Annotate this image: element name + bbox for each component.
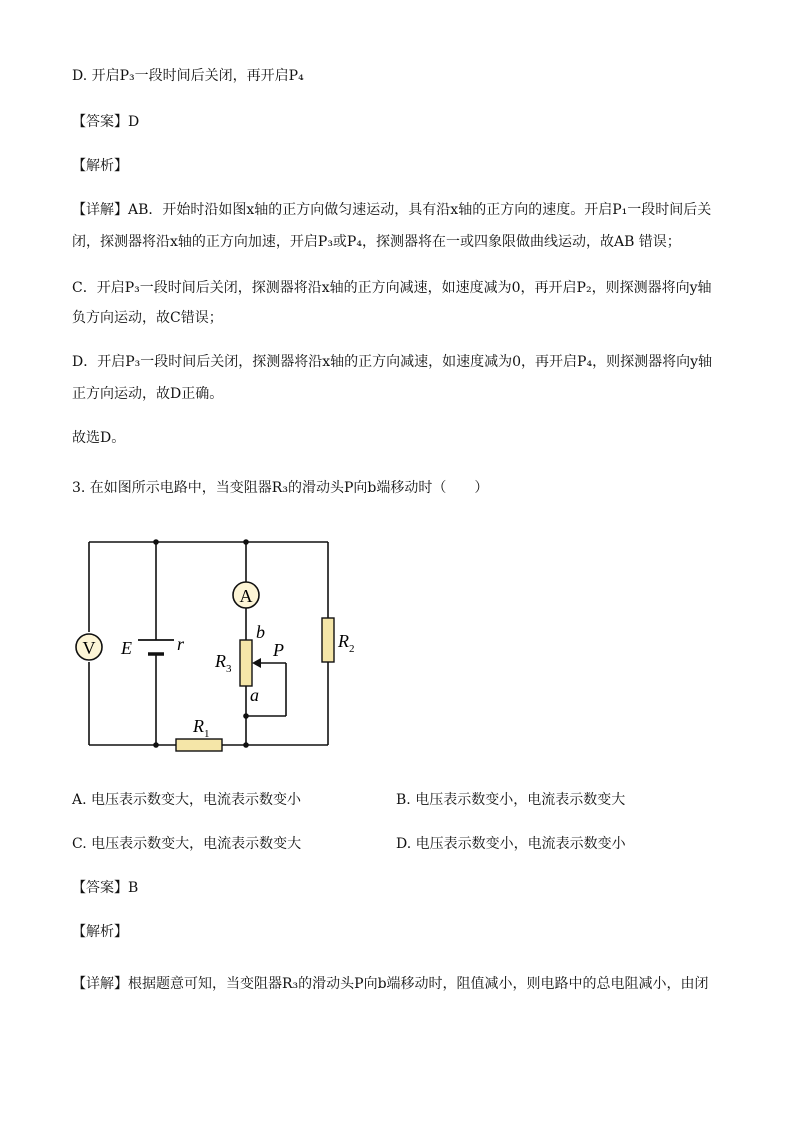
end-a-label: a <box>250 685 259 705</box>
r1-label: $R_1$ <box>193 716 210 740</box>
answer-tag: 【答案】 <box>72 880 128 896</box>
option-c: C. 电压表示数变大，电流表示数变大 <box>72 836 302 852</box>
detail-ab-text-1: AB．开始时沿如图x轴的正方向做匀速运动，具有沿x轴的正方向的速度。开启P₁一段时间后关 <box>128 202 712 218</box>
detail-3-line <box>72 974 709 994</box>
battery-symbol <box>138 640 174 654</box>
analysis-tag: 【解析】 <box>72 158 128 174</box>
answer-value: D <box>128 114 140 130</box>
answer-line-3 <box>72 878 138 898</box>
slider-label: P <box>273 640 284 660</box>
answer-value: B <box>128 880 139 896</box>
detail-d-line-2: 正方向运动，故D正确。 <box>72 386 224 402</box>
detail-d-line-1: D．开启P₃一段时间后关闭，探测器将沿x轴的正方向减速，如速度减为0，再开启P₄，则探测器将向y轴 <box>72 354 712 370</box>
detail-c-line-2: 负方向运动，故C错误； <box>72 310 223 326</box>
option-b: B. 电压表示数变小，电流表示数变大 <box>396 792 626 808</box>
voltmeter-label: V <box>82 638 96 658</box>
resistor-r2 <box>322 618 334 662</box>
option-a: A. 电压表示数变大，电流表示数变小 <box>72 792 302 808</box>
ammeter-label: A <box>239 586 253 606</box>
conclusion: 故选D。 <box>72 430 126 446</box>
detail-3-text: 根据题意可知，当变阻器R₃的滑动头P向b端移动时，阻值减小，则电路中的总电阻减小，由闭 <box>128 976 709 992</box>
rheostat-r3 <box>240 640 252 686</box>
r3-label: $R_3$ <box>215 651 232 675</box>
option-d-text: D. 开启P₃一段时间后关闭，再开启P₄ <box>72 68 304 84</box>
analysis-tag: 【解析】 <box>72 924 128 940</box>
answer-tag: 【答案】 <box>72 114 128 130</box>
voltmeter <box>76 634 102 660</box>
emf-label: E <box>121 638 132 658</box>
internal-resistance-label: r <box>177 634 185 654</box>
detail-tag: 【详解】 <box>72 202 128 218</box>
resistor-r1 <box>176 739 222 751</box>
question-3: 3. 在如图所示电路中，当变阻器R₃的滑动头P向b端移动时（ ） <box>72 480 489 496</box>
detail-ab-line-2: 闭，探测器将沿x轴的正方向加速，开启P₃或P₄，探测器将在一或四象限做曲线运动，故AB 错误； <box>72 234 681 250</box>
detail-tag: 【详解】 <box>72 976 128 992</box>
detail-c-line-1: C．开启P₃一段时间后关闭，探测器将沿x轴的正方向减速，如速度减为0，再开启P₂，则探测器将向y轴 <box>72 280 712 296</box>
ammeter <box>233 582 259 608</box>
option-d: D. 电压表示数变小，电流表示数变小 <box>396 836 626 852</box>
slider-arrow <box>252 658 261 668</box>
end-b-label: b <box>256 622 265 642</box>
r2-label: $R_2$ <box>338 631 355 655</box>
